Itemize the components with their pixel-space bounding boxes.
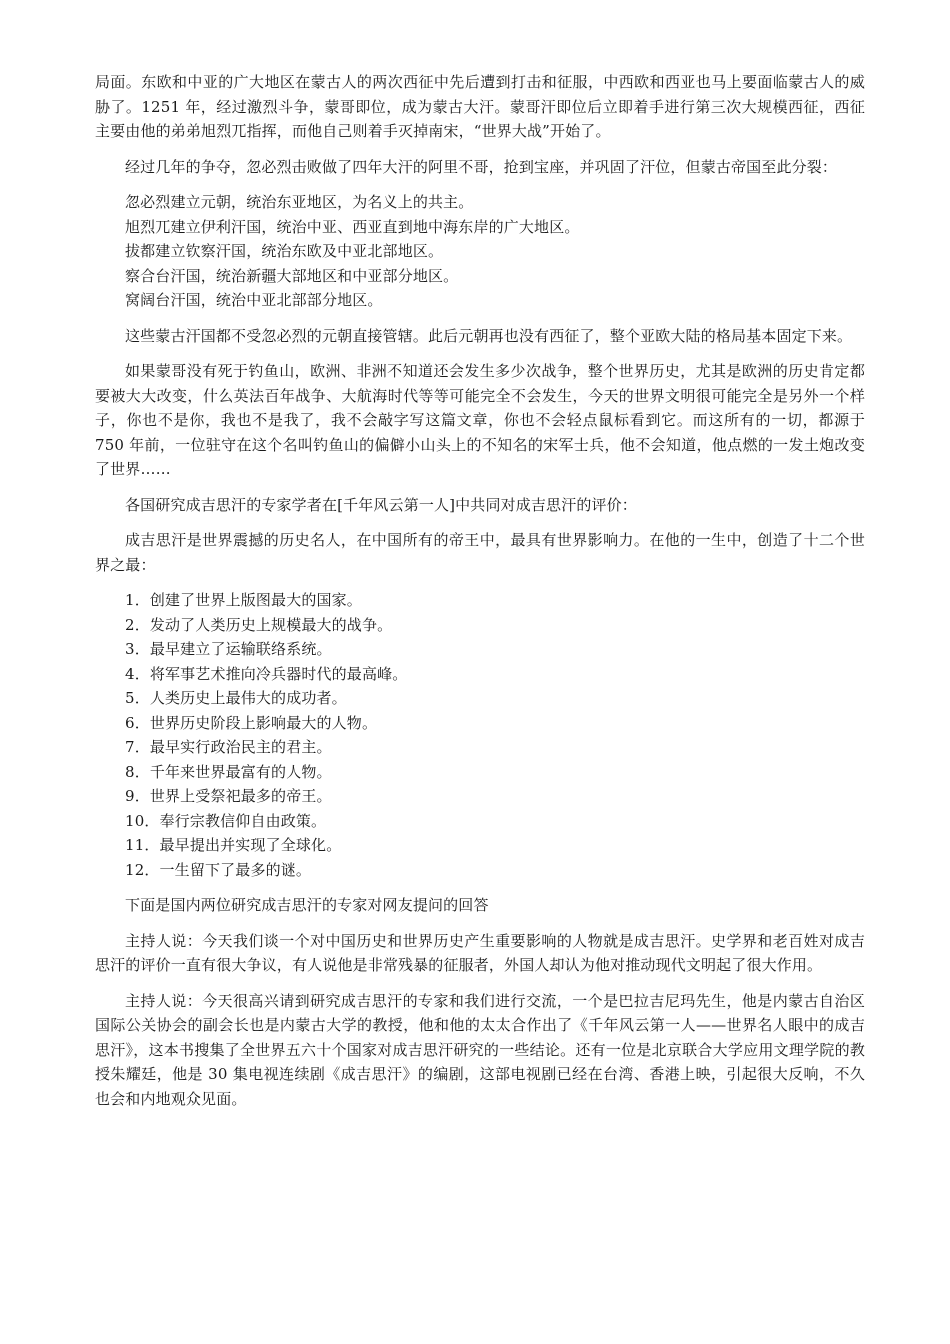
paragraph-twelve-superlatives-intro: 成吉思汗是世界震撼的历史名人，在中国所有的帝王中，最具有世界影响力。在他的一生中，创造了十二个世界之最： bbox=[95, 531, 865, 574]
superlatives-list bbox=[95, 588, 865, 882]
paragraph-host-opening: 主持人说：今天我们谈一个对中国历史和世界历史产生重要影响的人物就是成吉思汗。史学界和老百姓对成吉思汗的评价一直有很大争议，有人说他是非常残暴的征服者，外国人却认为他对推动现代文明起了很大作用。 bbox=[95, 931, 865, 974]
list-item: 2．发动了人类历史上规模最大的战争。 bbox=[125, 615, 393, 634]
list-item: 旭烈兀建立伊利汗国，统治中亚、西亚直到地中海东岸的广大地区。 bbox=[125, 217, 580, 236]
paragraph-empire-split: 经过几年的争夺，忽必烈击败做了四年大汗的阿里不哥，抢到宝座，并巩固了汗位，但蒙古帝国至此分裂： bbox=[125, 157, 838, 176]
paragraph-what-if-mongke: 如果蒙哥没有死于钓鱼山，欧洲、非洲不知道还会发生多少次战争，整个世界历史，尤其是欧洲的历史肯定都要被大大改变，什么英法百年战争、大航海时代等等可能完全不会发生，今天的世界文明很可能完全是另外一个样子，你也不是你，我也不是我了，我不会敲字写这篇文章，你也不会轻点鼠标看到它。而这所有的一切，都源于 750 年前，一位驻守在这个名叫钓鱼山的偏僻小山头上的不知名的宋军士兵，他不会知道，他点燃的一发土炮改变了世界…… bbox=[95, 362, 865, 478]
list-item: 8．千年来世界最富有的人物。 bbox=[125, 762, 332, 781]
list-item: 10．奉行宗教信仰自由政策。 bbox=[125, 811, 327, 830]
khanate-list bbox=[95, 190, 865, 313]
paragraph-mongol-expansion: 局面。东欧和中亚的广大地区在蒙古人的两次西征中先后遭到打击和征服，中西欧和西亚也马上要面临蒙古人的威胁了。1251 年，经过激烈斗争，蒙哥即位，成为蒙古大汗。蒙哥汗即位后立即着手进行第三次大规模西征，西征主要由他的弟弟旭烈兀指挥，而他自己则着手灭掉南宋，“世界大战”开始了。 bbox=[95, 73, 865, 140]
list-item: 1．创建了世界上版图最大的国家。 bbox=[125, 591, 362, 609]
list-item: 5．人类历史上最伟大的成功者。 bbox=[125, 689, 347, 707]
paragraph-experts-evaluation-intro: 各国研究成吉思汗的专家学者在[千年风云第一人]中共同对成吉思汗的评价： bbox=[125, 495, 637, 514]
paragraph-experts-qa-intro: 下面是国内两位研究成吉思汗的专家对网友提问的回答 bbox=[125, 896, 489, 914]
list-item: 3．最早建立了运输联络系统。 bbox=[125, 640, 332, 658]
list-item: 12．一生留下了最多的谜。 bbox=[125, 860, 312, 879]
list-item: 4．将军事艺术推向冷兵器时代的最高峰。 bbox=[125, 664, 408, 683]
list-item: 忽必烈建立元朝，统治东亚地区，为名义上的共主。 bbox=[125, 193, 474, 211]
paragraph-khanates-independent: 这些蒙古汗国都不受忽必烈的元朝直接管辖。此后元朝再也没有西征了，整个亚欧大陆的格局基本固定下来。 bbox=[125, 326, 853, 345]
list-item: 7．最早实行政治民主的君主。 bbox=[125, 738, 332, 756]
list-item: 11．最早提出并实现了全球化。 bbox=[125, 836, 342, 854]
list-item: 拔都建立钦察汗国，统治东欧及中亚北部地区。 bbox=[125, 242, 444, 260]
paragraph-host-introduces-guests: 主持人说：今天很高兴请到研究成吉思汗的专家和我们进行交流，一个是巴拉吉尼玛先生，他是内蒙古自治区国际公关协会的副会长也是内蒙古大学的教授，他和他的太太合作出了《千年风云第一人——世界名人眼中的成吉思汗》，这本书搜集了全世界五六十个国家对成吉思汗研究的一些结论。还有一位是北京联合大学应用文理学院的教授朱耀廷，他是 30 集电视连续剧《成吉思汗》的编剧，这部电视剧已经在台湾、香港上映，引起很大反响，不久也会和内地观众见面。 bbox=[95, 991, 865, 1108]
list-item: 9．世界上受祭祀最多的帝王。 bbox=[125, 787, 332, 805]
list-item: 窝阔台汗国，统治中亚北部部分地区。 bbox=[125, 291, 383, 309]
document-page bbox=[95, 70, 865, 1122]
list-item: 6．世界历史阶段上影响最大的人物。 bbox=[125, 713, 378, 732]
list-item: 察合台汗国，统治新疆大部地区和中亚部分地区。 bbox=[125, 266, 459, 285]
